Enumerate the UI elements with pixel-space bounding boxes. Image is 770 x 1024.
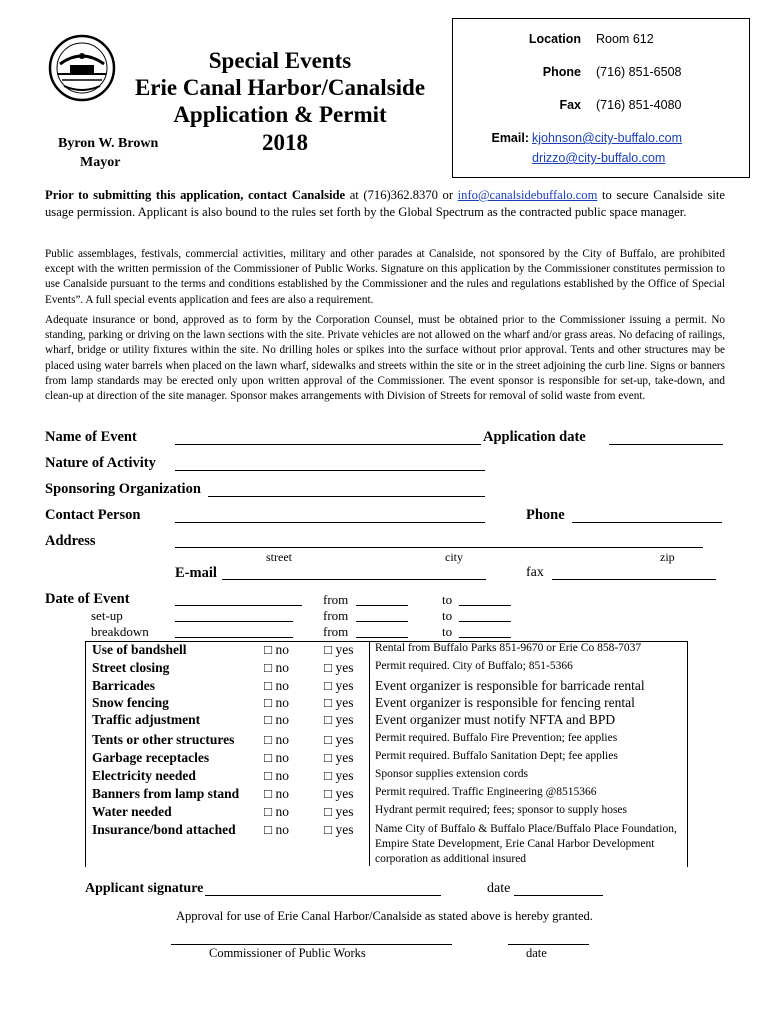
address-city-caption: city <box>445 550 463 564</box>
requirements-table <box>85 641 688 867</box>
breakdown-label: breakdown <box>91 624 149 639</box>
yes-checkbox[interactable]: □ yes <box>324 732 354 747</box>
yes-checkbox[interactable]: □ yes <box>324 750 354 765</box>
no-checkbox[interactable]: □ no <box>264 768 290 783</box>
table-divider <box>369 642 370 866</box>
no-checkbox[interactable]: □ no <box>264 804 290 819</box>
intro-phone-text: at (716)362.8370 or <box>345 188 458 202</box>
breakdown-from-label: from <box>323 624 349 639</box>
city-seal-logo <box>48 34 116 102</box>
applicant-signature-label: Applicant signature <box>85 881 204 896</box>
commissioner-date-field[interactable] <box>508 944 589 945</box>
no-checkbox[interactable]: □ no <box>264 642 290 657</box>
no-checkbox[interactable]: □ no <box>264 660 290 675</box>
address-field[interactable] <box>175 547 703 548</box>
no-checkbox[interactable]: □ no <box>264 732 290 747</box>
no-checkbox[interactable]: □ no <box>264 712 290 727</box>
item-note: Rental from Buffalo Parks 851-9670 or Erie Co 858-7037 <box>375 642 642 654</box>
title-line-1: Special Events <box>208 48 352 73</box>
mayor-title: Mayor <box>80 155 121 170</box>
item-name: Banners from lamp stand <box>92 786 240 801</box>
commissioner-signature-field[interactable] <box>171 944 452 945</box>
permission-paragraph: Public assemblages, festivals, commercial activities, military and other parades at Canalside, not sponsored by the City of Buffalo, are prohibited except with the written permission of the Commissioner of Public Works. Signature on this application by the Commissioner constitutes permission to use Canalside pursuant to the terms and conditions established by the Commissioner and the rules and regulations established by the Office of Special Events”. A full special events application and fees are also a requirement. <box>45 248 725 306</box>
date-of-event-label: Date of Event <box>45 591 130 607</box>
canalside-email-link[interactable]: info@canalsidebuffalo.com <box>457 188 598 202</box>
email-label: Email: <box>491 131 529 145</box>
item-note: Hydrant permit required; fees; sponsor to supply hoses <box>375 804 627 816</box>
setup-label: set-up <box>91 608 123 623</box>
item-name: Use of bandshell <box>92 642 187 657</box>
application-date-field[interactable] <box>609 444 723 445</box>
name-of-event-label: Name of Event <box>45 429 137 445</box>
fax-value: (716) 851-4080 <box>596 98 682 112</box>
no-checkbox[interactable]: □ no <box>264 678 290 693</box>
yes-checkbox[interactable]: □ yes <box>324 660 354 675</box>
name-of-event-field[interactable] <box>175 444 481 445</box>
item-note: Event organizer must notify NFTA and BPD <box>375 712 616 727</box>
item-name: Electricity needed <box>92 768 196 783</box>
event-from-field[interactable] <box>356 605 408 606</box>
item-note: Permit required. Buffalo Fire Prevention; fee applies <box>375 732 618 744</box>
item-note: Event organizer is responsible for fencing rental <box>375 695 635 710</box>
breakdown-to-label: to <box>442 624 453 639</box>
no-checkbox[interactable]: □ no <box>264 822 290 837</box>
yes-checkbox[interactable]: □ yes <box>324 678 354 693</box>
item-name: Snow fencing <box>92 695 169 710</box>
event-from-label: from <box>323 592 349 607</box>
commissioner-date-caption: date <box>526 946 547 960</box>
item-name: Traffic adjustment <box>92 712 201 727</box>
yes-checkbox[interactable]: □ yes <box>324 712 354 727</box>
nature-of-activity-label: Nature of Activity <box>45 455 156 471</box>
commissioner-caption: Commissioner of Public Works <box>209 946 366 960</box>
no-checkbox[interactable]: □ no <box>264 750 290 765</box>
application-date-label: Application date <box>483 429 586 445</box>
date-of-event-field[interactable] <box>175 605 302 606</box>
item-name: Water needed <box>92 804 172 819</box>
title-year: 2018 <box>262 130 308 155</box>
yes-checkbox[interactable]: □ yes <box>324 822 354 837</box>
yes-checkbox[interactable]: □ yes <box>324 768 354 783</box>
item-name: Street closing <box>92 660 170 675</box>
address-zip-caption: zip <box>660 550 675 564</box>
sponsoring-org-field[interactable] <box>208 496 485 497</box>
intro-bold-lead: Prior to submitting this application, contact Canalside <box>45 188 346 202</box>
no-checkbox[interactable]: □ no <box>264 695 290 710</box>
phone-value: (716) 851-6508 <box>596 65 682 79</box>
phone-field-label: Phone <box>526 507 565 523</box>
item-note: Sponsor supplies extension cords <box>375 768 529 780</box>
mayor-name: Byron W. Brown <box>58 136 159 151</box>
fax-label: Fax <box>559 98 581 112</box>
event-to-field[interactable] <box>459 605 511 606</box>
address-label: Address <box>45 533 96 549</box>
sponsoring-org-label: Sponsoring Organization <box>45 481 201 497</box>
signature-date-label: date <box>487 881 511 896</box>
setup-to-label: to <box>442 608 453 623</box>
item-name: Insurance/bond attached <box>92 822 236 837</box>
signature-date-field[interactable] <box>514 895 603 896</box>
item-name: Barricades <box>92 678 155 693</box>
email-link-1[interactable]: kjohnson@city-buffalo.com <box>532 131 683 145</box>
address-street-caption: street <box>266 550 292 564</box>
intro-paragraph <box>45 187 725 221</box>
event-to-label: to <box>442 592 453 607</box>
email-field[interactable] <box>222 579 486 580</box>
email-field-label: E-mail <box>175 565 217 581</box>
fax-field-label: fax <box>526 565 544 580</box>
setup-date-field[interactable] <box>175 621 293 622</box>
setup-from-field[interactable] <box>356 621 408 622</box>
insurance-paragraph: Adequate insurance or bond, approved as to form by the Corporation Counsel, must be obtained prior to the Commissioner issuing a permit. No standing, parking or driving on the lawn sections with the site. Private vehicles are not allowed on the wharf and/or grass areas. No defacing of railings, wharf, bridge or utility fixtures within the site. No drilling holes or spikes into the surface without prior approval. Tents and other structures may be placed using water barrels when placed on the lawn wharf, sidewalks and streets within the site or in the street adjoining the curb line. Signs or banners from lamp standards may be erected only upon written approval of the Commissioner. The event sponsor is responsible for set-up, take-down, and clean-up at direction of the site manager. Sponsor makes arrangements with Division of Streets for removal of solid waste from event. <box>45 314 725 403</box>
approval-statement: Approval for use of Erie Canal Harbor/Canalside as stated above is hereby granted. <box>176 909 593 923</box>
intro-rest: to secure Canalside site usage permission. Applicant is also bound to the rules set forth by the Global Spectrum as the contracted public space manager. <box>45 188 725 219</box>
location-value: Room 612 <box>596 32 654 46</box>
phone-label: Phone <box>542 65 581 79</box>
item-name: Tents or other structures <box>92 732 235 747</box>
contact-person-field[interactable] <box>175 522 485 523</box>
yes-checkbox[interactable]: □ yes <box>324 695 354 710</box>
yes-checkbox[interactable]: □ yes <box>324 786 354 801</box>
contact-box <box>452 18 750 178</box>
item-note: Permit required. Traffic Engineering @8515366 <box>375 786 597 798</box>
applicant-signature-field[interactable] <box>205 895 441 896</box>
location-label: Location <box>528 32 581 46</box>
item-note: Name City of Buffalo & Buffalo Place/Buffalo Place Foundation, Empire State Development, Erie Canal Harbor Development corporation as additional insured <box>375 823 677 865</box>
item-note: Event organizer is responsible for barricade rental <box>375 678 645 693</box>
setup-to-field[interactable] <box>459 621 511 622</box>
nature-of-activity-field[interactable] <box>175 470 485 471</box>
phone-field[interactable] <box>572 522 722 523</box>
setup-from-label: from <box>323 608 349 623</box>
fax-field[interactable] <box>552 579 716 580</box>
item-name: Garbage receptacles <box>92 750 210 765</box>
breakdown-to-field[interactable] <box>459 637 511 638</box>
breakdown-from-field[interactable] <box>356 637 408 638</box>
title-line-3: Application & Permit <box>173 102 387 127</box>
title-line-2: Erie Canal Harbor/Canalside <box>134 75 426 100</box>
item-note: Permit required. Buffalo Sanitation Dept; fee applies <box>375 750 618 762</box>
yes-checkbox[interactable]: □ yes <box>324 804 354 819</box>
item-note: Permit required. City of Buffalo; 851-5366 <box>375 660 573 672</box>
no-checkbox[interactable]: □ no <box>264 786 290 801</box>
breakdown-date-field[interactable] <box>175 637 293 638</box>
contact-person-label: Contact Person <box>45 507 141 523</box>
email-link-2[interactable]: drizzo@city-buffalo.com <box>532 151 666 165</box>
yes-checkbox[interactable]: □ yes <box>324 642 354 657</box>
